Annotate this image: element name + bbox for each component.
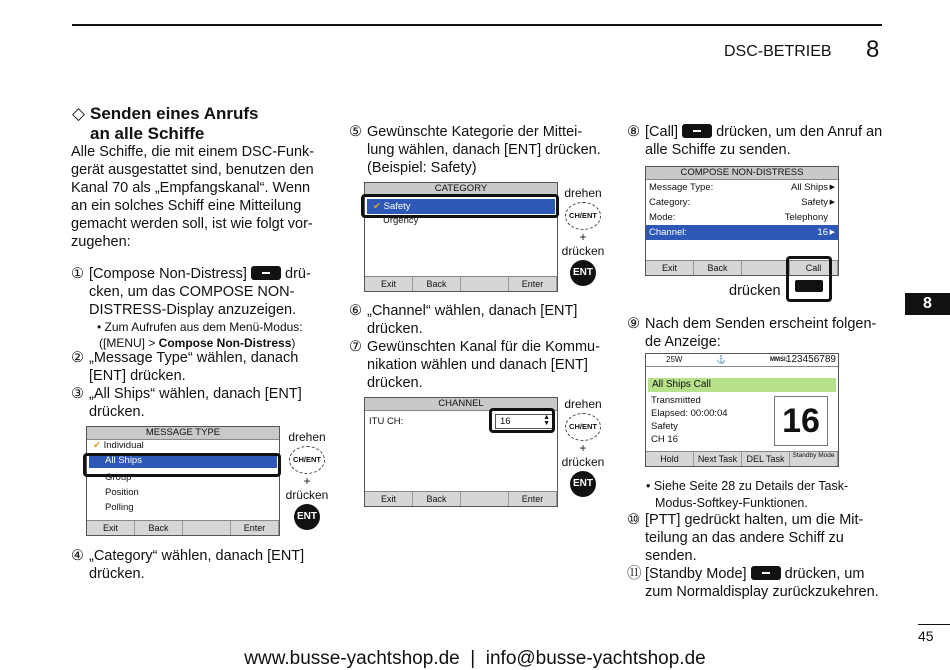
step-number: ⑧ — [627, 124, 640, 140]
chapter-side-tab — [905, 293, 950, 315]
heading-line1: Senden eines Anrufs — [90, 104, 259, 123]
page-number: 45 — [918, 628, 934, 644]
softkey-bar — [365, 276, 557, 291]
step1-note: ) — [291, 336, 296, 350]
list-item — [365, 217, 557, 227]
setting-value: Safety — [801, 197, 828, 208]
setting-label: Mode: — [649, 212, 676, 223]
step1-note: ([MENU] > — [99, 336, 159, 350]
step1-text: cken, um das COMPOSE NON- — [89, 284, 295, 300]
step6-text: „Channel“ wählen, danach [ENT] — [367, 303, 578, 319]
list-item-label: Position — [105, 487, 139, 498]
step2-text: „Message Type“ wählen, danach — [89, 350, 299, 366]
step-number: ③ — [71, 386, 84, 402]
screen-title: MESSAGE TYPE — [87, 427, 279, 440]
step8-text: [Call] — [645, 124, 679, 140]
step-1 — [71, 265, 321, 351]
step-7 — [349, 338, 609, 392]
intro-paragraph — [71, 143, 321, 251]
step11-text: drücken, um — [784, 566, 865, 582]
softkey-exit[interactable]: Exit — [646, 261, 694, 275]
info-line: Safety — [651, 421, 678, 432]
softkey-bar — [87, 520, 279, 535]
softkey-exit[interactable]: Exit — [87, 521, 135, 535]
knob-turn-label: drehen — [288, 430, 326, 444]
list-item-label: Polling — [105, 502, 134, 513]
softkey-hold[interactable]: Hold — [646, 452, 694, 466]
step5-text: lung wählen, danach [ENT] drücken. — [367, 142, 601, 158]
softkey-enter[interactable]: Enter — [509, 492, 557, 506]
mmsi-value: 123456789 — [785, 354, 836, 365]
step-number: ⑩ — [627, 512, 640, 528]
chapter-side-tab-label: 8 — [923, 295, 932, 312]
list-item-label: Individual — [103, 440, 144, 451]
softkey-empty[interactable] — [742, 261, 790, 275]
step7-text: Gewünschten Kanal für die Kommu- — [367, 339, 600, 355]
setting-row — [646, 195, 838, 210]
call-banner: All Ships Call — [648, 378, 836, 392]
setting-value: Telephony — [784, 212, 828, 223]
step-5 — [349, 123, 609, 177]
step5-text: Gewünschte Kategorie der Mittei- — [367, 124, 583, 140]
all-ships-call-screen — [645, 353, 839, 467]
knob-plus: + — [579, 230, 587, 244]
highlight-box — [361, 194, 559, 218]
step10-text: [PTT] gedrückt halten, um die Mit- — [645, 512, 864, 528]
screen-title: CHANNEL — [365, 398, 557, 411]
screen-title: CATEGORY — [365, 183, 557, 196]
channel-value: 16 — [500, 416, 511, 427]
list-item-label: Safety — [383, 201, 411, 212]
list-item-label: Group — [105, 472, 132, 483]
list-item-label: Urgency — [383, 215, 419, 226]
arrow-right-icon: ▶ — [829, 184, 835, 191]
step9-text: Nach dem Senden erscheint folgen- — [645, 316, 877, 332]
step4-text: drücken. — [89, 566, 145, 582]
press-label: drücken — [729, 283, 781, 299]
status-bar — [646, 354, 838, 367]
softkey-exit[interactable]: Exit — [365, 277, 413, 291]
info-line: CH 16 — [651, 434, 678, 445]
page-number-rule — [918, 624, 950, 625]
setting-label: Category: — [649, 197, 691, 208]
step7-text: drücken. — [367, 375, 423, 391]
ent-button-icon: ENT — [570, 260, 596, 286]
softkey-enter[interactable]: Enter — [231, 521, 279, 535]
chapter-number: 8 — [866, 36, 880, 63]
dial-icon: CH/ENT — [289, 446, 325, 474]
softkey-standby-mode[interactable]: Standby Mode — [790, 452, 838, 466]
step-number: ⑤ — [349, 124, 362, 140]
info-line: Elapsed: 00:00:04 — [651, 408, 728, 419]
check-icon: ✔ — [373, 201, 381, 212]
step-6 — [349, 302, 609, 338]
softkey-button-icon — [751, 566, 781, 580]
intro-line: an ein solches Schiff eine Mitteilung — [71, 198, 302, 214]
ent-button-icon: ENT — [294, 504, 320, 530]
softkey-back[interactable]: Back — [413, 492, 461, 506]
diamond-icon: ◇ — [72, 104, 86, 123]
step1-text: DISTRESS-Display anzuzeigen. — [89, 302, 297, 318]
step-number: ① — [71, 266, 84, 282]
task-note — [646, 478, 886, 512]
step-3 — [71, 385, 321, 421]
footer-contact[interactable]: www.busse-yachtshop.de | info@busse-yachtshop.de — [244, 648, 706, 669]
step1-text: [Compose Non-Distress] — [89, 266, 247, 282]
intro-line: Alle Schiffe, die mit einem DSC-Funk- — [71, 144, 315, 160]
step2-text: [ENT] drücken. — [89, 368, 186, 384]
step-10 — [627, 511, 887, 565]
step5-text: (Beispiel: Safety) — [367, 160, 477, 176]
step9-text: de Anzeige: — [645, 334, 721, 350]
step-8 — [627, 123, 887, 159]
section-title: DSC-BETRIEB — [724, 43, 832, 60]
arrow-right-icon: ▶ — [829, 199, 835, 206]
step8-text: drücken, um den Anruf an — [716, 124, 883, 140]
step3-text: drücken. — [89, 404, 145, 420]
setting-value: All Ships — [791, 182, 828, 193]
step3-text: „All Ships“ wählen, danach [ENT] — [89, 386, 302, 402]
step-number: ② — [71, 350, 84, 366]
list-item — [87, 485, 279, 500]
softkey-enter[interactable]: Enter — [509, 277, 557, 291]
screen-title: COMPOSE NON-DISTRESS — [646, 167, 838, 180]
step11-text: zum Normaldisplay zurückzukehren. — [645, 584, 879, 600]
step8-text: alle Schiffe zu senden. — [645, 142, 791, 158]
list-item — [87, 500, 279, 515]
dial-icon: CH/ENT — [565, 202, 601, 230]
knob-press-label: drücken — [561, 244, 605, 258]
softkey-call[interactable]: Call — [790, 261, 838, 275]
setting-row — [646, 210, 838, 225]
setting-row — [646, 180, 838, 195]
mmsi-label: MMSI: — [770, 357, 788, 363]
list-item-label: All Ships — [105, 455, 142, 466]
softkey-back[interactable]: Back — [135, 521, 183, 535]
softkey-empty[interactable] — [461, 277, 509, 291]
step10-text: senden. — [645, 548, 697, 564]
knob-plus: + — [303, 474, 311, 488]
step-number: ⑪ — [627, 566, 642, 582]
softkey-next-task[interactable]: Next Task — [694, 452, 742, 466]
softkey-back[interactable]: Back — [413, 277, 461, 291]
knob-press-label: drücken — [561, 455, 605, 469]
knob-press-label: drücken — [285, 488, 329, 502]
step-number: ⑥ — [349, 303, 362, 319]
heading-line2: an alle Schiffe — [90, 124, 205, 143]
highlight-box — [489, 408, 555, 433]
arrow-right-icon: ▶ — [829, 229, 835, 236]
step-number: ⑦ — [349, 339, 362, 355]
step-number: ⑨ — [627, 316, 640, 332]
knob-hint — [281, 430, 333, 532]
step4-text: „Category“ wählen, danach [ENT] — [89, 548, 305, 564]
softkey-button-icon — [682, 124, 712, 138]
knob-hint — [557, 186, 609, 288]
step-2 — [71, 349, 321, 385]
intro-line: Kanal 70 als „Empfangskanal“. Wenn — [71, 180, 311, 196]
ent-button-icon: ENT — [570, 471, 596, 497]
step10-text: teilung an das andere Schiff zu — [645, 530, 844, 546]
step1-note-bold: Compose Non-Distress — [158, 336, 292, 350]
step6-text: drücken. — [367, 321, 423, 337]
softkey-bar — [365, 491, 557, 506]
check-icon: ✔ — [93, 440, 101, 451]
step-9 — [627, 315, 887, 351]
info-line: Transmitted — [651, 395, 701, 406]
highlight-box — [83, 453, 281, 477]
step-number: ④ — [71, 548, 84, 564]
top-rule — [72, 24, 882, 26]
knob-turn-label: drehen — [564, 397, 602, 411]
softkey-back[interactable]: Back — [694, 261, 742, 275]
list-item — [87, 440, 279, 451]
intro-line: gerät ausgestattet sind, benutzen den — [71, 162, 314, 178]
knob-hint — [557, 397, 609, 499]
channel-display: 16 — [774, 396, 828, 446]
setting-row-selected — [646, 225, 838, 240]
task-note-line: • Siehe Seite 28 zu Details der Task- — [646, 479, 849, 493]
softkey-button-icon — [251, 266, 281, 280]
softkey-exit[interactable]: Exit — [365, 492, 413, 506]
itu-channel-label: ITU CH: — [369, 416, 404, 427]
power-level: 25W — [666, 355, 683, 364]
task-note-line: Modus-Softkey-Funktionen. — [655, 496, 808, 510]
step11-text: [Standby Mode] — [645, 566, 747, 582]
setting-label: Message Type: — [649, 182, 714, 193]
step-11 — [627, 565, 889, 601]
softkey-bar — [646, 451, 838, 466]
setting-value: 16 — [817, 227, 828, 238]
message-type-screen — [86, 426, 280, 536]
call-info — [651, 394, 728, 446]
intro-line: zugehen: — [71, 234, 131, 250]
spinner-icon: ▲ ▼ — [543, 414, 550, 427]
softkey-empty[interactable] — [183, 521, 231, 535]
softkey-empty[interactable] — [461, 492, 509, 506]
softkey-del-task[interactable]: DEL Task — [742, 452, 790, 466]
step7-text: nikation wählen und danach [ENT] — [367, 357, 588, 373]
gps-icon: ⚓ — [716, 355, 726, 364]
intro-line: gemacht werden soll, ist wie folgt vor- — [71, 216, 313, 232]
knob-plus: + — [579, 441, 587, 455]
step1-note: • Zum Aufrufen aus dem Menü-Modus: — [97, 320, 303, 334]
dial-icon: CH/ENT — [565, 413, 601, 441]
section-heading — [72, 104, 258, 144]
call-key-icon — [794, 279, 824, 293]
setting-label: Channel: — [649, 227, 688, 238]
step1-text: drü- — [285, 266, 311, 282]
knob-turn-label: drehen — [564, 186, 602, 200]
step-4 — [71, 547, 321, 583]
